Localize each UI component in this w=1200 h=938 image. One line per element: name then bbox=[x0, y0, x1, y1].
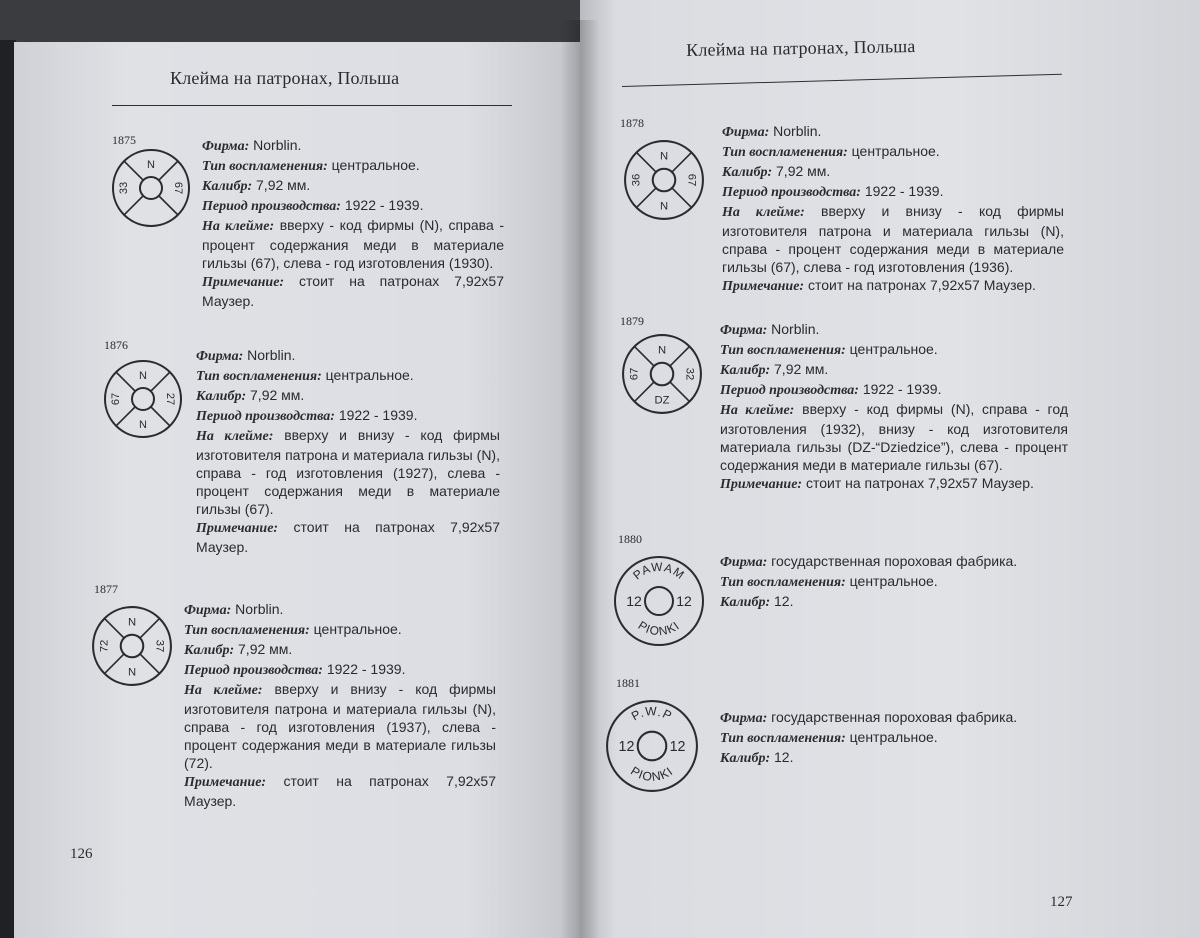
field-value: центральное. bbox=[845, 341, 938, 357]
stamp-1877 bbox=[90, 604, 174, 688]
field-label: Период производства: bbox=[184, 663, 323, 678]
field-value: 12. bbox=[770, 749, 794, 765]
field-label: Тип воспламенения: bbox=[720, 343, 846, 358]
stamp-text: N bbox=[139, 419, 147, 431]
entry-number: 1879 bbox=[620, 314, 644, 328]
entry-number: 1876 bbox=[104, 338, 128, 352]
stamp-text: 12 bbox=[626, 593, 642, 609]
field-label: Тип воспламенения: bbox=[202, 159, 328, 174]
entry-text-1876 bbox=[196, 346, 500, 556]
stamp-text: N bbox=[659, 150, 669, 163]
field-value: 1922 - 1939. bbox=[340, 197, 424, 213]
field-value: 1922 - 1939. bbox=[858, 381, 942, 397]
stamp-text: PAWAM bbox=[630, 559, 688, 583]
field-label: Калибр: bbox=[722, 165, 773, 180]
field-value: Norblin. bbox=[767, 321, 820, 337]
field-label: Примечание: bbox=[184, 775, 267, 790]
field-label: На клейме: bbox=[196, 429, 274, 444]
stamp-text: 12 bbox=[618, 739, 635, 756]
field-label: Фирма: bbox=[720, 711, 768, 726]
field-value: Norblin. bbox=[231, 601, 284, 617]
field-label: Калибр: bbox=[720, 751, 771, 766]
stamp-text: P.W.P bbox=[629, 704, 675, 724]
stamp-1880 bbox=[612, 554, 706, 648]
field-value: государственная пороховая фабрика. bbox=[767, 709, 1018, 725]
field-value: 7,92 мм. bbox=[246, 387, 305, 403]
field-value: стоит на патронах 7,92x57 Маузер. bbox=[804, 277, 1036, 293]
field-value: 1922 - 1939. bbox=[334, 407, 418, 423]
stamp-text: N bbox=[147, 159, 155, 171]
entry-number: 1880 bbox=[618, 532, 642, 546]
field-value: вверху и внизу - код фирмы изготовителя патрона и материала гильзы (N), справа - процент содержания меди в материале гильзы (67), слева - год изготовления (1936). bbox=[722, 203, 1064, 275]
right-page-header: Клейма на патронах, Польша bbox=[686, 35, 916, 60]
field-label: Период производства: bbox=[196, 409, 335, 424]
field-label: Тип воспламенения: bbox=[720, 575, 846, 590]
field-label: Период производства: bbox=[202, 199, 341, 214]
stamp-1875 bbox=[110, 147, 192, 229]
field-label: Калибр: bbox=[720, 363, 771, 378]
field-label: Калибр: bbox=[184, 643, 235, 658]
stamp-text: 37 bbox=[153, 639, 166, 653]
left-page-number: 126 bbox=[70, 846, 93, 862]
stamp-text: N bbox=[139, 370, 147, 382]
stamp-1881 bbox=[604, 698, 700, 794]
field-label: Тип воспламенения: bbox=[722, 145, 848, 160]
field-value: 7,92 мм. bbox=[770, 361, 829, 377]
field-label: Калибр: bbox=[196, 389, 247, 404]
field-label: Фирма: bbox=[202, 139, 250, 154]
stamp-1878 bbox=[622, 138, 706, 222]
field-value: стоит на патронах 7,92x57 Маузер. bbox=[802, 475, 1034, 491]
field-label: Фирма: bbox=[196, 349, 244, 364]
field-label: Период производства: bbox=[720, 383, 859, 398]
field-value: центральное. bbox=[309, 621, 402, 637]
entry-number: 1881 bbox=[616, 676, 640, 690]
stamp-text: 72 bbox=[98, 639, 111, 653]
field-value: вверху - код фирмы (N), справа - процент содержания меди в материале гильзы (67), слева - год изготовления (1930). bbox=[202, 217, 504, 271]
left-page-header: Клейма на патронах, Польша bbox=[170, 68, 400, 88]
field-label: Тип воспламенения: bbox=[720, 731, 846, 746]
field-label: Примечание: bbox=[722, 279, 805, 294]
stamp-text: PIONKI bbox=[628, 763, 676, 785]
field-label: На клейме: bbox=[184, 683, 263, 698]
stamp-text: 33 bbox=[118, 181, 130, 195]
field-value: государственная пороховая фабрика. bbox=[767, 553, 1018, 569]
field-value: 1922 - 1939. bbox=[322, 661, 406, 677]
stamp-text: 67 bbox=[110, 392, 122, 406]
field-label: Фирма: bbox=[720, 323, 768, 338]
field-value: 1922 - 1939. bbox=[860, 183, 944, 199]
field-value: центральное. bbox=[327, 157, 420, 173]
field-label: Тип воспламенения: bbox=[184, 623, 310, 638]
stamp-text: 27 bbox=[164, 392, 176, 406]
entry-number: 1878 bbox=[620, 116, 644, 130]
field-label: Фирма: bbox=[184, 603, 232, 618]
left-header-rule bbox=[112, 105, 512, 106]
field-label: На клейме: bbox=[720, 403, 795, 418]
field-value: стоит на патронах 7,92x57 Маузер. bbox=[184, 773, 496, 809]
stamp-text: 32 bbox=[683, 367, 696, 381]
field-label: Примечание: bbox=[196, 521, 279, 536]
field-label: Калибр: bbox=[202, 179, 253, 194]
field-value: вверху и внизу - код фирмы изготовителя патрона и материала гильзы (N), справа - год изготовления (1927), слева - процент содержания меди в материале гильзы (67). bbox=[196, 427, 500, 517]
stamp-text: N bbox=[127, 616, 137, 629]
field-value: 12. bbox=[770, 593, 794, 609]
stamp-text: 36 bbox=[630, 173, 643, 187]
book-spine bbox=[560, 20, 600, 938]
field-value: центральное. bbox=[847, 143, 940, 159]
field-label: Фирма: bbox=[722, 125, 770, 140]
field-value: стоит на патронах 7,92x57 Маузер. bbox=[202, 273, 504, 309]
field-value: вверху - код фирмы (N), справа - год изготовления (1932), внизу - код изготовителя материала гильзы (DZ-“Dziedzice”), слева - процент содержания меди в материале гильзы (67). bbox=[720, 401, 1068, 473]
entry-text-1877 bbox=[184, 600, 496, 810]
stamp-text: 12 bbox=[676, 593, 692, 609]
stamp-text: 67 bbox=[685, 173, 698, 187]
field-label: На клейме: bbox=[722, 205, 805, 220]
field-value: вверху и внизу - код фирмы изготовителя патрона и материала гильзы (N), справа - год изготовления (1937), слева - процент содержания меди в материале гильзы (72). bbox=[184, 681, 496, 771]
entry-text-1875 bbox=[202, 136, 504, 310]
entry-text-1878 bbox=[722, 122, 1064, 296]
field-label: Фирма: bbox=[720, 555, 768, 570]
stamp-text: 12 bbox=[669, 739, 686, 756]
field-value: Norblin. bbox=[769, 123, 822, 139]
stamp-text: N bbox=[127, 666, 137, 679]
entry-text-1880 bbox=[720, 552, 1070, 612]
field-label: Калибр: bbox=[720, 595, 771, 610]
entry-number: 1875 bbox=[112, 133, 136, 147]
stamp-1876 bbox=[102, 358, 184, 440]
right-page-number: 127 bbox=[1050, 894, 1073, 910]
stamp-1879 bbox=[620, 332, 704, 416]
stamp-text: PIONKI bbox=[635, 618, 683, 639]
stamp-text: DZ bbox=[654, 394, 670, 407]
stamp-text: 67 bbox=[172, 181, 184, 195]
field-value: Norblin. bbox=[243, 347, 296, 363]
stamp-text: 67 bbox=[628, 367, 641, 381]
field-label: Примечание: bbox=[202, 275, 285, 290]
field-label: На клейме: bbox=[202, 219, 275, 234]
field-value: центральное. bbox=[845, 573, 938, 589]
field-value: 7,92 мм. bbox=[234, 641, 293, 657]
field-value: центральное. bbox=[845, 729, 938, 745]
field-value: стоит на патронах 7,92x57 Маузер. bbox=[196, 519, 500, 555]
field-value: центральное. bbox=[321, 367, 414, 383]
entry-text-1879 bbox=[720, 320, 1068, 494]
field-label: Примечание: bbox=[720, 477, 803, 492]
stamp-text: N bbox=[657, 344, 667, 357]
entry-number: 1877 bbox=[94, 582, 118, 596]
stamp-text: N bbox=[659, 200, 669, 213]
field-value: 7,92 мм. bbox=[252, 177, 311, 193]
field-label: Период производства: bbox=[722, 185, 861, 200]
field-value: 7,92 мм. bbox=[772, 163, 831, 179]
field-label: Тип воспламенения: bbox=[196, 369, 322, 384]
field-value: Norblin. bbox=[249, 137, 302, 153]
entry-text-1881 bbox=[720, 708, 1070, 768]
